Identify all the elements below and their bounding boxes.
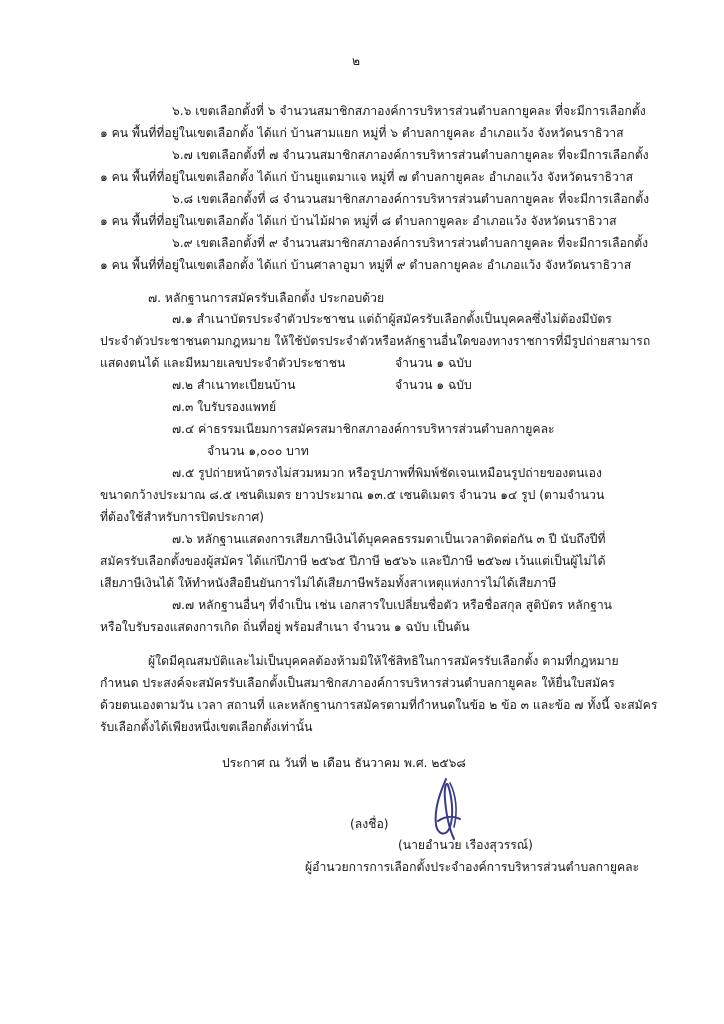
text-line: สมัครรับเลือกตั้งของผู้สมัคร ได้แก่ปีภาษี ๒๕๖๕ ปีภาษี ๒๕๖๖ และปีภาษี ๒๕๖๗ เว้นแต่เป็นผู้ไม่ได้ xyxy=(100,554,606,568)
text-line: ผู้ใดมีคุณสมบัติและไม่เป็นบุคคลต้องห้ามมิให้ใช้สิทธิในการสมัครรับเลือกตั้ง ตามที่กฎหมาย xyxy=(148,654,619,668)
section-heading: ๗. หลักฐานการสมัครรับเลือกตั้ง ประกอบด้วย xyxy=(148,291,385,305)
text-line: ๑ คน พื้นที่ที่อยู่ในเขตเลือกตั้ง ได้แก่ บ้านยูแตมาแจ หมู่ที่ ๗ ตำบลกายูคละ อำเภอแว้ง จังหวัดนราธิวาส xyxy=(100,170,634,184)
text-line: แสดงตนได้ และมีหมายเลขประจำตัวประชาชน xyxy=(100,356,346,370)
text-line: ๗.๑ สำเนาบัตรประจำตัวประชาชน แต่ถ้าผู้สมัครรับเลือกตั้งเป็นบุคคลซึ่งไม่ต้องมีบัตร xyxy=(172,312,612,326)
quantity-text: จำนวน ๑ ฉบับ xyxy=(395,378,472,392)
text-line: หรือใบรับรองแสดงการเกิด ถิ่นที่อยู่ พร้อมสำเนา จำนวน ๑ ฉบับ เป็นต้น xyxy=(100,620,470,634)
text-line: รับเลือกตั้งได้เพียงหนึ่งเขตเลือกตั้งเท่านั้น xyxy=(100,720,313,734)
quantity-text: จำนวน ๑,๐๐๐ บาท xyxy=(207,444,309,458)
text-line: ๑ คน พื้นที่ที่อยู่ในเขตเลือกตั้ง ได้แก่ บ้านศาลาอูมา หมู่ที่ ๙ ตำบลกายูคละ อำเภอแว้ง จังหวัดนราธิวาส xyxy=(100,258,632,272)
text-line: ที่ต้องใช้สำหรับการปิดประกาศ) xyxy=(100,510,265,524)
text-line: ๗.๖ หลักฐานแสดงการเสียภาษีเงินได้บุคคลธรรมดาเป็นเวลาติดต่อกัน ๓ ปี นับถึงปีที่ xyxy=(172,532,606,546)
text-line: ๑ คน พื้นที่ที่อยู่ในเขตเลือกตั้ง ได้แก่ บ้านไม้ฝาด หมู่ที่ ๘ ตำบลกายูคละ อำเภอแว้ง จังหวัดนราธิวาส xyxy=(100,214,617,228)
quantity-text: จำนวน ๑ ฉบับ xyxy=(395,356,472,370)
announcement-date: ประกาศ ณ วันที่ ๒ เดือน ธันวาคม พ.ศ. ๒๕๖๘ xyxy=(222,756,466,770)
text-line: ประจำตัวประชาชนตามกฎหมาย ให้ใช้บัตรประจำตัวหรือหลักฐานอื่นใดของทางราชการที่มีรูปถ่ายสามารถ xyxy=(100,334,651,348)
text-line: ๖.๗ เขตเลือกตั้งที่ ๗ จำนวนสมาชิกสภาองค์การบริหารส่วนตำบลกายูคละ ที่จะมีการเลือกตั้ง xyxy=(172,148,649,162)
text-line: ๗.๗ หลักฐานอื่นๆ ที่จำเป็น เช่น เอกสารใบเปลี่ยนชื่อตัว หรือชื่อสกุล สูติบัตร หลักฐาน xyxy=(172,598,612,612)
text-line: ๑ คน พื้นที่ที่อยู่ในเขตเลือกตั้ง ได้แก่ บ้านสามแยก หมู่ที่ ๖ ตำบลกายูคละ อำเภอแว้ง จังหวัดนราธิวาส xyxy=(100,126,624,140)
text-line: ๗.๓ ใบรับรองแพทย์ xyxy=(172,400,277,414)
signer-name: (นายอำนวย เรืองสุวรรณ์) xyxy=(398,838,533,852)
page-number: ๒ xyxy=(352,54,361,68)
signer-title: ผู้อำนวยการการเลือกตั้งประจำองค์การบริหารส่วนตำบลกายูคละ xyxy=(305,860,640,874)
text-line: ๖.๙ เขตเลือกตั้งที่ ๙ จำนวนสมาชิกสภาองค์การบริหารส่วนตำบลกายูคละ ที่จะมีการเลือกตั้ง xyxy=(172,236,649,250)
text-line: ๗.๔ ค่าธรรมเนียมการสมัครสมาชิกสภาองค์การบริหารส่วนตำบลกายูคละ xyxy=(172,422,555,436)
text-line: ๖.๘ เขตเลือกตั้งที่ ๘ จำนวนสมาชิกสภาองค์การบริหารส่วนตำบลกายูคละ ที่จะมีการเลือกตั้ง xyxy=(172,192,650,206)
text-line: ด้วยตนเองตามวัน เวลา สถานที่ และหลักฐานการสมัครตามที่กำหนดในข้อ ๒ ข้อ ๓ และข้อ ๗ ทั้งนี้ จะสมัคร xyxy=(100,698,658,712)
text-line: ๗.๕ รูปถ่ายหน้าตรงไม่สวมหมวก หรือรูปภาพที่พิมพ์ชัดเจนเหมือนรูปถ่ายของตนเอง xyxy=(172,466,602,480)
text-line: เสียภาษีเงินได้ ให้ทำหนังสือยืนยันการไม่ได้เสียภาษีพร้อมทั้งสาเหตุแห่งการไม่ได้เสียภาษี xyxy=(100,576,557,590)
text-line: ๗.๒ สำเนาทะเบียนบ้าน xyxy=(172,378,296,392)
text-line: กำหนด ประสงค์จะสมัครรับเลือกตั้งเป็นสมาชิกสภาองค์การบริหารส่วนตำบลกายูคละ ให้ยื่นใบสมัคร xyxy=(100,676,615,690)
text-line: ขนาดกว้างประมาณ ๘.๕ เซนติเมตร ยาวประมาณ ๑๓.๕ เซนติเมตร จำนวน ๑๔ รูป (ตามจำนวน xyxy=(100,488,605,502)
signature-label: (ลงชื่อ) xyxy=(350,817,389,831)
text-line: ๖.๖ เขตเลือกตั้งที่ ๖ จำนวนสมาชิกสภาองค์การบริหารส่วนตำบลกายูคละ ที่จะมีการเลือกตั้ง xyxy=(172,104,646,118)
